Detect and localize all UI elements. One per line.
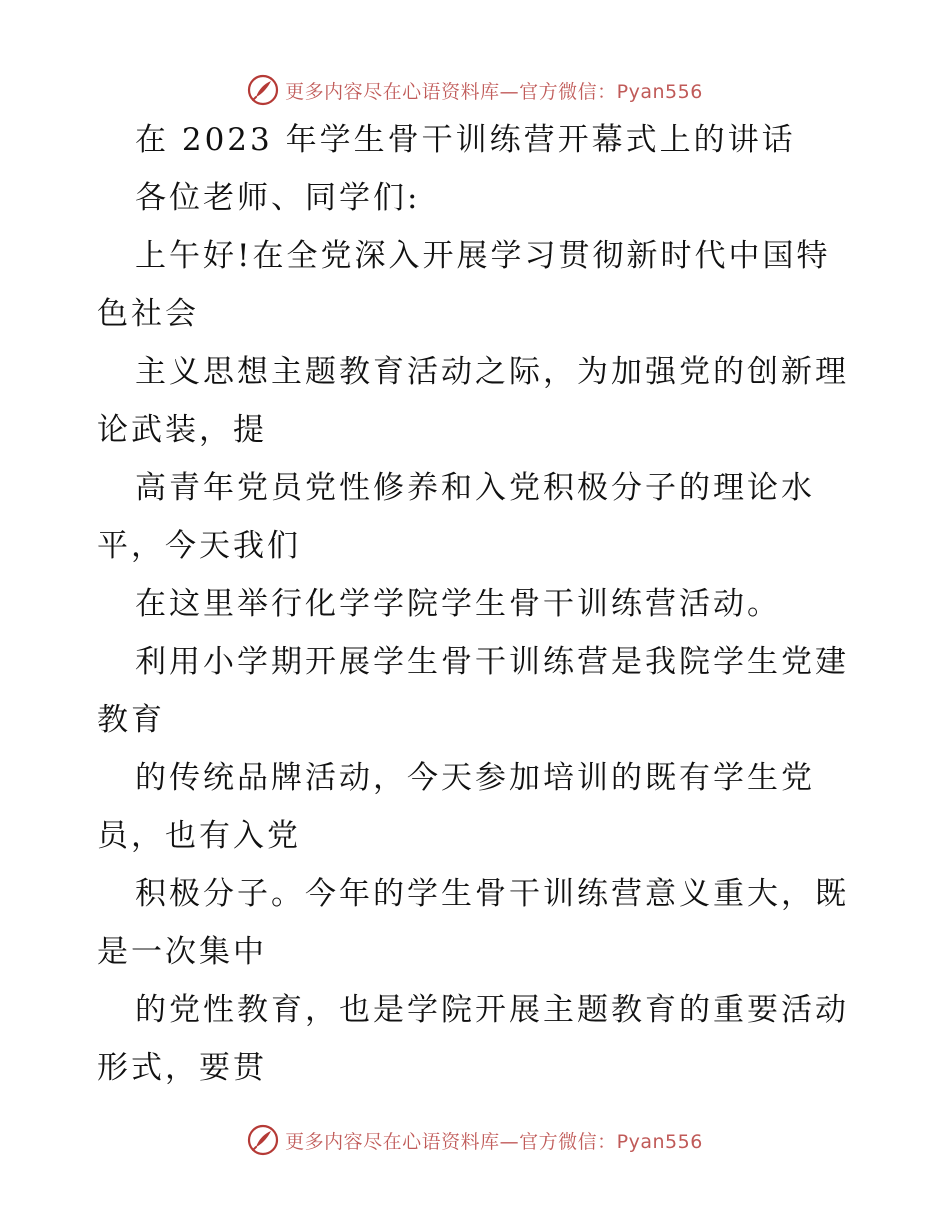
document-line: 的传统品牌活动，今天参加培训的既有学生党 <box>135 760 815 796</box>
watermark-text: 更多内容尽在心语资料库—官方微信：Pyan556 <box>285 80 703 103</box>
feather-pen-logo-icon <box>247 74 279 106</box>
document-body <box>97 122 857 1111</box>
document-line: 是一次集中 <box>97 934 267 970</box>
document-line: 教育 <box>97 702 165 738</box>
document-line: 主义思想主题教育活动之际，为加强党的创新理 <box>135 354 849 390</box>
document-line: 上午好!在全党深入开展学习贯彻新时代中国特 <box>135 238 831 274</box>
document-line: 利用小学期开展学生骨干训练营是我院学生党建 <box>135 644 849 680</box>
document-line: 积极分子。今年的学生骨干训练营意义重大，既 <box>135 876 849 912</box>
document-line: 员，也有入党 <box>97 818 301 854</box>
watermark-text: 更多内容尽在心语资料库—官方微信：Pyan556 <box>285 1130 703 1153</box>
document-line: 平，今天我们 <box>97 528 301 564</box>
document-line: 论武装，提 <box>97 412 267 448</box>
document-line: 各位老师、同学们: <box>135 180 421 216</box>
feather-pen-logo-icon <box>247 1124 279 1156</box>
document-line: 色社会 <box>97 296 199 332</box>
footer-watermark <box>0 1120 950 1160</box>
document-line: 高青年党员党性修养和入党积极分子的理论水 <box>135 470 815 506</box>
document-line: 在这里举行化学学院学生骨干训练营活动。 <box>135 586 781 622</box>
header-watermark <box>0 70 950 110</box>
document-line: 的党性教育，也是学院开展主题教育的重要活动 <box>135 992 849 1028</box>
document-line: 在 2023 年学生骨干训练营开幕式上的讲话 <box>135 122 796 158</box>
document-line: 形式，要贯 <box>97 1050 267 1086</box>
